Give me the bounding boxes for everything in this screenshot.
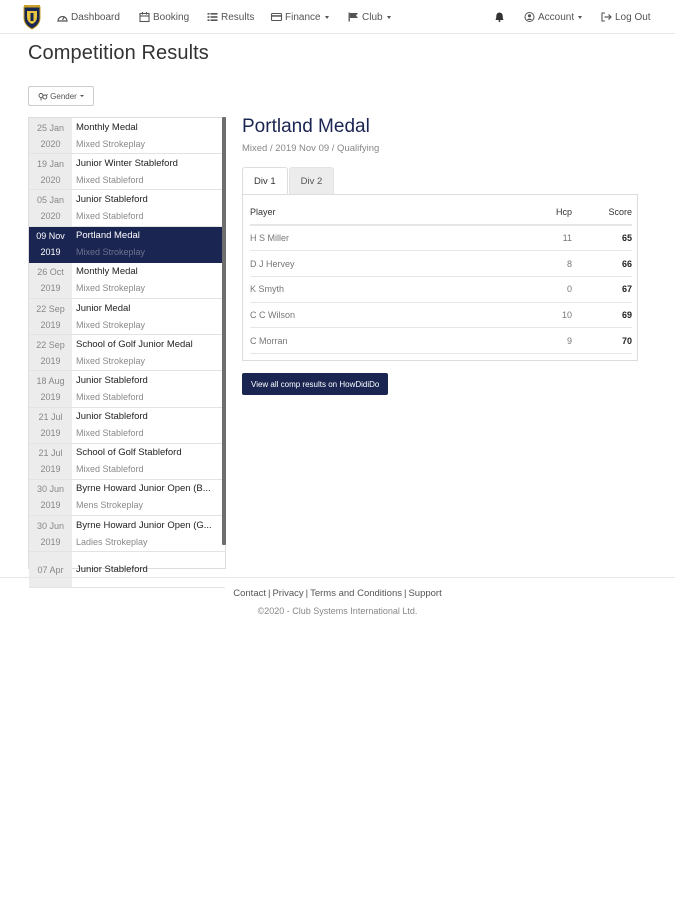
competition-date-day: 25 Jan — [36, 122, 65, 133]
competition-name: Junior Stableford — [76, 411, 148, 423]
competition-date — [29, 552, 72, 587]
chevron-down-icon — [387, 16, 391, 19]
competition-date — [29, 371, 72, 406]
competition-name: Junior Medal — [76, 302, 131, 314]
nav-finance[interactable] — [271, 10, 329, 24]
player-name: K Smyth — [250, 284, 285, 295]
competition-date — [29, 335, 72, 370]
competition-date-year: 2019 — [40, 391, 61, 402]
competition-info — [72, 480, 225, 515]
gender-filter-label: Gender — [50, 91, 77, 101]
nav-booking[interactable] — [139, 10, 189, 24]
competition-info — [72, 335, 225, 370]
footer-link-contact[interactable]: Contact — [233, 588, 266, 599]
bell-icon — [494, 12, 505, 22]
competition-list-scrollbar[interactable] — [222, 117, 226, 545]
footer-link-terms[interactable]: Terms and Conditions — [310, 588, 402, 599]
nav-results[interactable] — [207, 10, 254, 24]
footer-divider — [0, 577, 675, 578]
gender-icon — [38, 92, 48, 101]
competition-name: Byrne Howard Junior Open (B... — [76, 483, 211, 495]
competition-date-year: 2020 — [40, 210, 61, 221]
table-row[interactable] — [250, 226, 632, 252]
competition-format: Mixed Stableford — [76, 464, 144, 475]
nav-dashboard-label: Dashboard — [71, 11, 120, 23]
competition-date-year: 2019 — [40, 319, 61, 330]
competition-list-item[interactable] — [29, 371, 225, 407]
competition-format: Ladies Strokeplay — [76, 536, 148, 547]
competition-name: Monthly Medal — [76, 266, 138, 278]
list-icon — [207, 12, 218, 22]
competition-info — [72, 190, 225, 225]
nav-club[interactable] — [348, 10, 391, 24]
competition-list-item[interactable] — [29, 516, 225, 552]
competition-name: Junior Stableford — [76, 564, 148, 576]
chevron-down-icon — [325, 16, 329, 19]
competition-date-year: 2019 — [40, 500, 61, 511]
competition-list-item[interactable] — [29, 299, 225, 335]
dashboard-icon — [57, 12, 68, 22]
competition-date-day: 05 Jan — [36, 194, 65, 205]
competition-date-year: 2020 — [40, 138, 61, 149]
competition-format: Mens Strokeplay — [76, 500, 144, 511]
player-handicap: 11 — [562, 233, 572, 244]
player-score: 69 — [621, 310, 632, 321]
gender-filter-dropdown[interactable] — [28, 86, 94, 106]
competition-format: Mixed Stableford — [76, 391, 144, 402]
division-tabs — [242, 167, 334, 194]
player-handicap: 8 — [566, 258, 572, 269]
competition-format: Mixed Strokeplay — [76, 319, 146, 330]
player-name: H S Miller — [250, 233, 290, 244]
chevron-down-icon — [578, 16, 582, 19]
competition-info — [72, 227, 225, 262]
competition-date — [29, 480, 72, 515]
competition-name: Junior Winter Stableford — [76, 157, 178, 169]
competition-list-item[interactable] — [29, 335, 225, 371]
competition-list-item[interactable] — [29, 480, 225, 516]
competition-date-year: 2019 — [40, 464, 61, 475]
competition-info — [72, 299, 225, 334]
competition-info — [72, 552, 225, 587]
tab-div-2[interactable]: Div 2 — [289, 167, 335, 194]
page-title: Competition Results — [28, 42, 209, 64]
footer-link-support[interactable]: Support — [408, 588, 442, 599]
competition-date — [29, 227, 72, 262]
table-row[interactable] — [250, 303, 632, 329]
nav-club-label: Club — [362, 11, 383, 23]
competition-name: School of Golf Junior Medal — [76, 338, 193, 350]
player-score: 66 — [621, 258, 632, 269]
competition-list-item[interactable] — [29, 444, 225, 480]
player-handicap: 0 — [566, 284, 572, 295]
competition-date-year: 2019 — [40, 247, 61, 258]
competition-date-day: 18 Aug — [36, 375, 65, 386]
player-score: 65 — [621, 233, 632, 244]
footer-links: Contact | Privacy | Terms and Conditions | Support — [233, 588, 442, 599]
competition-format: Mixed Strokeplay — [76, 138, 146, 149]
competition-list[interactable] — [28, 117, 226, 576]
competition-name: Byrne Howard Junior Open (G... — [76, 519, 212, 531]
competition-info — [72, 263, 225, 298]
competition-date-day: 22 Sep — [36, 303, 65, 314]
competition-date-day: 19 Jan — [36, 158, 65, 169]
competition-date — [29, 154, 72, 189]
competition-name: School of Golf Stableford — [76, 447, 182, 459]
competition-list-item[interactable] — [29, 190, 225, 226]
competition-format: Mixed Stableford — [76, 174, 144, 185]
competition-info — [72, 154, 225, 189]
table-row[interactable] — [250, 277, 632, 303]
competition-info — [72, 371, 225, 406]
competition-date-year: 2019 — [40, 283, 61, 294]
competition-name: Monthly Medal — [76, 121, 138, 133]
competition-format: Mixed Strokeplay — [76, 355, 146, 366]
competition-date-year: 2019 — [40, 536, 61, 547]
competition-list-item[interactable] — [29, 154, 225, 190]
tab-div-1[interactable]: Div 1 — [242, 167, 288, 195]
competition-list-item[interactable] — [29, 552, 225, 588]
nav-dashboard[interactable] — [57, 10, 120, 24]
top-navbar — [0, 0, 675, 34]
competition-date — [29, 263, 72, 298]
nav-booking-label: Booking — [153, 11, 190, 23]
player-score: 70 — [621, 335, 632, 346]
results-table-header — [250, 200, 632, 226]
logout-button[interactable] — [601, 10, 651, 24]
result-subtitle: Mixed / 2019 Nov 09 / Qualifying — [242, 143, 380, 154]
nav-finance-label: Finance — [285, 11, 321, 23]
competition-info — [72, 516, 225, 551]
player-score: 67 — [621, 284, 632, 295]
competition-format: Mixed Stableford — [76, 210, 144, 221]
column-header-score[interactable]: Score — [608, 206, 632, 217]
calendar-icon — [139, 12, 150, 22]
user-circle-icon — [524, 12, 535, 22]
competition-format: Mixed Strokeplay — [76, 247, 146, 258]
competition-format: Mixed Strokeplay — [76, 283, 146, 294]
competition-date-day: 09 Nov — [36, 231, 65, 242]
competition-name: Junior Stableford — [76, 374, 148, 386]
competition-date-year: 2020 — [40, 174, 61, 185]
notifications-button[interactable] — [494, 10, 508, 24]
flag-icon — [348, 12, 359, 22]
competition-name: Junior Stableford — [76, 193, 148, 205]
player-name: D J Hervey — [250, 258, 295, 269]
competition-date-day: 07 Apr — [37, 564, 64, 575]
logout-label: Log Out — [615, 11, 651, 23]
player-name: C Morran — [250, 335, 288, 346]
competition-date-day: 21 Jul — [38, 448, 63, 459]
competition-name: Portland Medal — [76, 230, 140, 242]
logout-icon — [601, 12, 612, 22]
competition-date-day: 22 Sep — [36, 339, 65, 350]
competition-date — [29, 118, 72, 153]
result-title: Portland Medal — [242, 116, 370, 137]
player-handicap: 10 — [561, 310, 572, 321]
nav-results-label: Results — [221, 11, 255, 23]
table-row[interactable] — [250, 251, 632, 277]
competition-info — [72, 118, 225, 153]
club-crest-logo[interactable] — [22, 4, 42, 30]
competition-date-day: 30 Jun — [36, 484, 65, 495]
credit-card-icon — [271, 12, 282, 22]
competition-date — [29, 516, 72, 551]
footer-copyright: ©2020 - Club Systems International Ltd. — [257, 606, 418, 616]
results-table — [242, 194, 638, 361]
nav-account[interactable] — [524, 10, 582, 24]
competition-date — [29, 190, 72, 225]
competition-list-item[interactable] — [29, 263, 225, 299]
competition-date — [29, 444, 72, 479]
competition-date-day: 30 Jun — [36, 520, 65, 531]
howdidido-results-button[interactable]: View all comp results on HowDidiDo — [242, 373, 388, 395]
competition-list-item[interactable] — [29, 118, 225, 154]
column-header-hcp[interactable]: Hcp — [555, 206, 572, 217]
nav-account-label: Account — [538, 11, 575, 23]
competition-date-year: 2019 — [40, 428, 61, 439]
competition-date-year: 2019 — [40, 355, 61, 366]
player-handicap: 9 — [566, 335, 572, 346]
competition-list-item[interactable] — [29, 227, 225, 263]
competition-format: Mixed Stableford — [76, 428, 144, 439]
competition-info — [72, 408, 225, 443]
competition-date-day: 26 Oct — [37, 267, 64, 278]
table-row[interactable] — [250, 329, 632, 355]
footer-link-privacy[interactable]: Privacy — [272, 588, 304, 599]
column-header-player[interactable]: Player — [250, 206, 276, 217]
competition-date — [29, 408, 72, 443]
player-name: C C Wilson — [250, 310, 296, 321]
competition-date-day: 21 Jul — [38, 412, 63, 423]
competition-list-item[interactable] — [29, 408, 225, 444]
chevron-down-icon — [80, 95, 84, 97]
competition-info — [72, 444, 225, 479]
competition-date — [29, 299, 72, 334]
